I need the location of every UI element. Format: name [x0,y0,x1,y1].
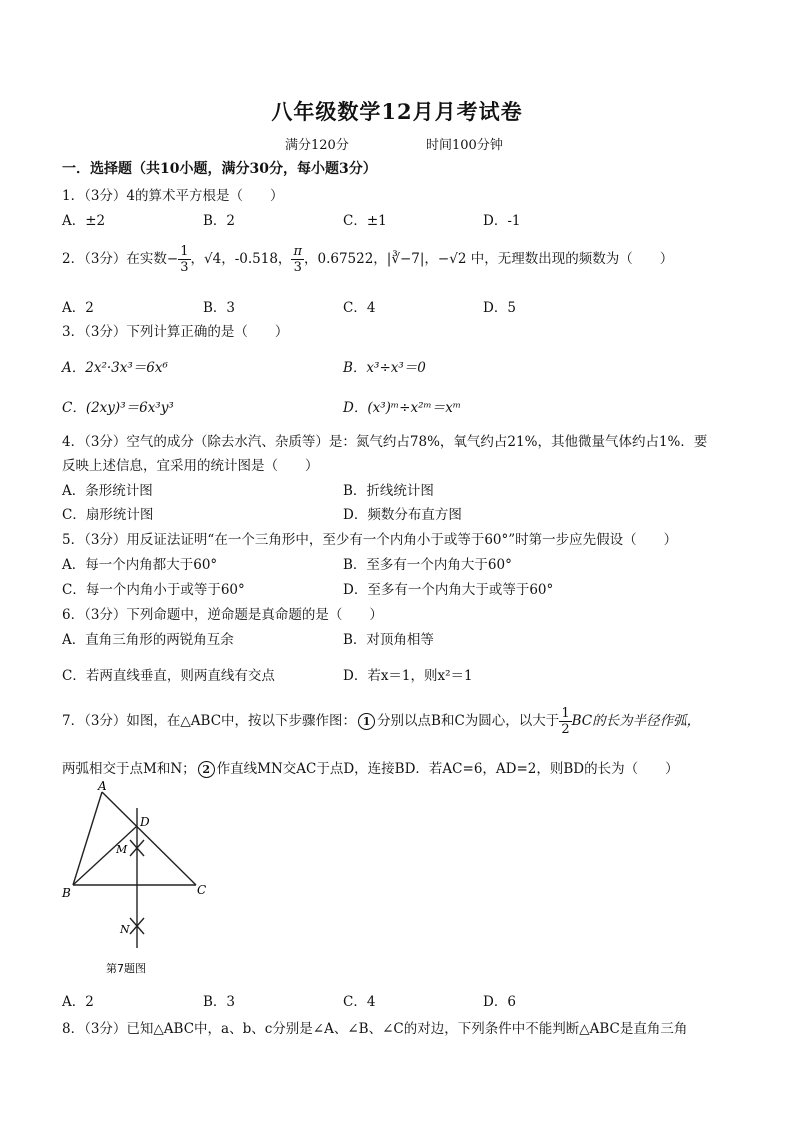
q2-option-b: B．3 [203,300,236,316]
q7-text-4: 两弧相交于点M和N； [62,761,196,777]
q5-option-d: D．至多有一个内角大于或等于60° [343,582,554,598]
q2-text-1: 2．（3分）在实数− [62,251,179,267]
question-2-stem [62,244,673,275]
section-heading: 一．选择题（共10小题，满分30分，每小题3分） [62,161,377,177]
q7-text-5: 作直线MN交AC于点D，连接BD．若AC=6，AD=2，则BD的长为（ ） [216,761,679,777]
q5-option-b: B．至多有一个内角大于60° [343,557,512,573]
q3-option-a: A．2x²·3x³＝6x⁶ [62,360,168,376]
q1-option-c: C．±1 [343,213,387,229]
question-4-stem-line-1: 4．（3分）空气的成分（除去水汽、杂质等）是：氮气约占78%，氧气约占21%，其他微量气体约占1%．要 [62,434,708,450]
question-1-stem: 1．（3分）4的算术平方根是（ ） [62,188,284,204]
question-5-stem: 5．（3分）用反证法证明“在一个三角形中，至少有一个内角小于或等于60°”时第一步应先假设（ ） [62,532,678,548]
q4-option-a: A．条形统计图 [62,483,153,499]
figure-caption: 第7题图 [106,962,146,975]
page-title: 八年级数学12月月考试卷 [271,99,523,124]
label-c: C [197,883,207,897]
q1-option-d: D．-1 [483,213,521,229]
q2-text-2: ，√4，-0.518， [190,251,292,267]
q6-option-b: B．对顶角相等 [343,632,434,648]
triangle-construction-figure [60,778,210,978]
step-1-marker: 1 [358,713,375,730]
label-d: D [140,815,150,829]
label-a: A [98,779,107,793]
q7-option-b: B．3 [203,994,236,1010]
q2-text-3: ，0.6752̇2̇，|∛−7|，−√2 中，无理数出现的频数为（ ） [303,251,674,267]
q7-option-a: A．2 [62,994,94,1010]
question-3-stem: 3．（3分）下列计算正确的是（ ） [62,324,289,340]
q7-text-2: 分别以点B和C为圆心，以大于 [377,713,560,729]
q4-option-c: C．扇形统计图 [62,507,154,523]
q7-fraction: $\frac{1}{2}$ [561,706,570,737]
question-8-stem: 8．（3分）已知△ABC中，a、b、c分别是∠A、∠B、∠C的对边，下列条件中不能判断△ABC是直角三角 [62,1021,688,1037]
q2-fraction-2: $\frac{\pi}{3}$ [293,244,302,275]
q4-option-b: B．折线统计图 [343,483,434,499]
side-ac [102,792,196,885]
full-score: 满分120分 [285,138,349,153]
step-2-marker: 2 [198,761,215,778]
label-n: N [120,923,130,936]
question-4-stem-line-2: 反映上述信息，宜采用的统计图是（ ） [62,458,319,474]
question-7-stem-line-2 [62,757,679,778]
q7-option-c: C．4 [343,994,376,1010]
q5-option-c: C．每一个内角小于或等于60° [62,582,245,598]
q2-option-a: A．2 [62,300,94,316]
q7-option-d: D．6 [483,994,516,1010]
question-6-stem: 6．（3分）下列命题中，逆命题是真命题的是（ ） [62,607,383,623]
q6-option-a: A．直角三角形的两锐角互余 [62,632,234,648]
q3-option-d: D．(x³)ᵐ÷x²ᵐ＝xᵐ [343,400,462,416]
exam-time: 时间100分钟 [426,138,503,153]
label-m: M [116,843,128,856]
q7-text-1: 7．（3分）如图，在△ABC中，按以下步骤作图： [62,713,357,729]
q6-option-d: D．若x＝1，则x²＝1 [343,668,473,684]
question-7-stem-line-1 [62,706,700,737]
q2-fraction-1: $\frac{1}{3}$ [180,244,189,275]
label-b: B [62,886,71,900]
q2-option-d: D．5 [483,300,516,316]
q3-option-c: C．(2xy)³＝6x³y³ [62,400,174,416]
q1-option-a: A．±2 [62,213,106,229]
q2-option-c: C．4 [343,300,376,316]
q5-option-a: A．每一个内角都大于60° [62,557,218,573]
q4-option-d: D．频数分布直方图 [343,507,462,523]
q1-option-b: B．2 [203,213,236,229]
q6-option-c: C．若两直线垂直，则两直线有交点 [62,668,275,684]
q3-option-b: B．x³÷x³＝0 [343,360,426,376]
q7-text-3: BC的长为半径作弧， [571,713,701,729]
